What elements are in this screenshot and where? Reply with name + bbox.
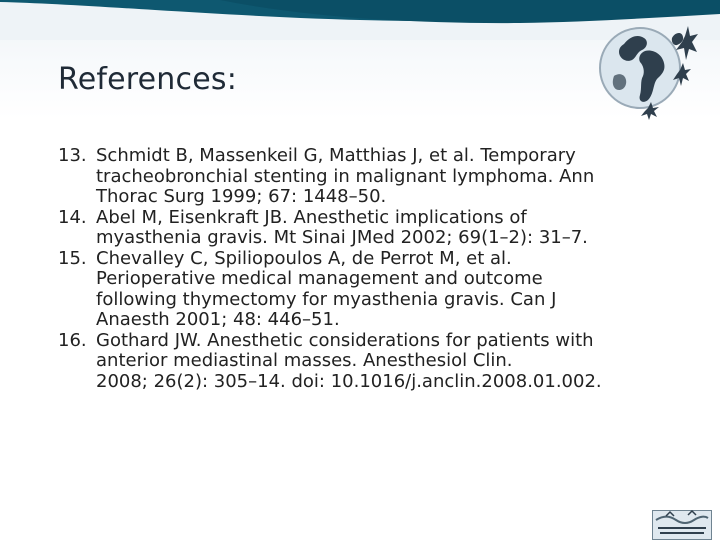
reference-number: 16. bbox=[58, 329, 87, 351]
reference-line: Gothard JW. Anesthetic considerations for patients with bbox=[96, 329, 594, 351]
footer-logo-icon bbox=[652, 510, 712, 540]
reference-line: Thorac Surg 1999; 67: 1448–50. bbox=[96, 186, 387, 207]
reference-line: Anaesth 2001; 48: 446–51. bbox=[96, 309, 340, 330]
reference-number: 14. bbox=[58, 206, 87, 228]
reference-item-16 bbox=[58, 331, 658, 393]
slide-title: References: bbox=[58, 62, 238, 97]
reference-text bbox=[96, 249, 658, 331]
reference-line: 2008; 26(2): 305–14. doi: 10.1016/j.anclin.2008.01.002. bbox=[96, 370, 602, 392]
reference-item-13 bbox=[58, 146, 658, 208]
reference-text bbox=[96, 331, 658, 393]
reference-text bbox=[96, 208, 658, 249]
reference-number: 15. bbox=[58, 247, 87, 269]
reference-line: Schmidt B, Massenkeil G, Matthias J, et al. Temporary bbox=[96, 145, 576, 166]
reference-text bbox=[96, 146, 658, 208]
globe-icon bbox=[596, 20, 702, 120]
reference-line: tracheobronchial stenting in malignant lymphoma. Ann bbox=[96, 165, 595, 187]
reference-list bbox=[58, 146, 658, 392]
reference-line: Abel M, Eisenkraft JB. Anesthetic implications of bbox=[96, 206, 527, 228]
reference-line: following thymectomy for myasthenia gravis. Can J bbox=[96, 288, 557, 310]
reference-line: anterior mediastinal masses. Anesthesiol Clin. bbox=[96, 350, 513, 371]
reference-number: 13. bbox=[58, 145, 87, 166]
reference-line: myasthenia gravis. Mt Sinai JMed 2002; 69(1–2): 31–7. bbox=[96, 227, 588, 248]
reference-line: Chevalley C, Spiliopoulos A, de Perrot M, et al. bbox=[96, 247, 512, 269]
reference-line: Perioperative medical management and outcome bbox=[96, 268, 543, 289]
reference-item-15 bbox=[58, 249, 658, 331]
reference-item-14 bbox=[58, 208, 658, 249]
